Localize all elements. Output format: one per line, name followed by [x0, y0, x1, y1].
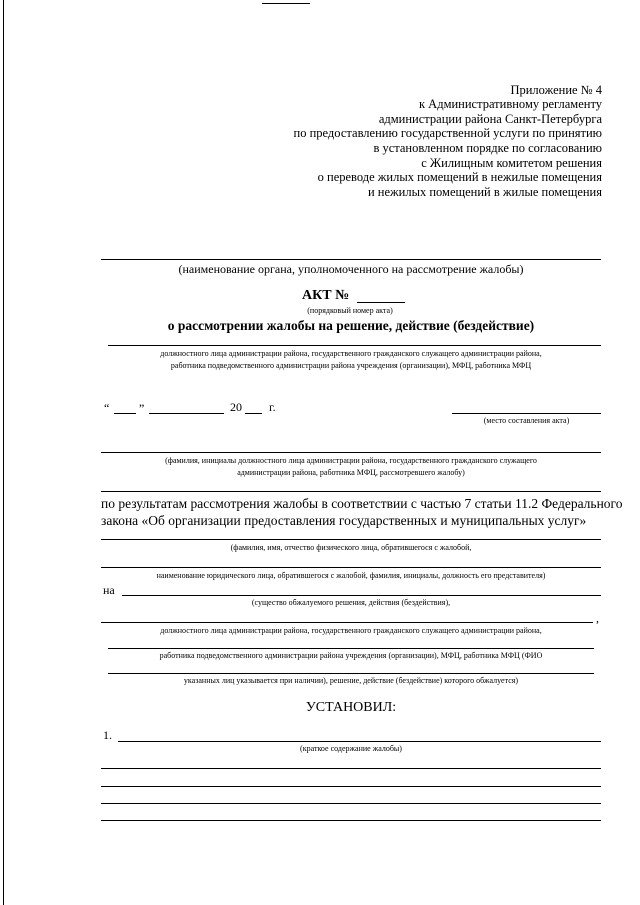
date-month-line — [149, 413, 224, 414]
summary-caption: (краткое содержание жалобы) — [300, 744, 402, 753]
worker-line — [108, 648, 594, 649]
reviewer-line — [101, 452, 601, 453]
act-subtitle: о рассмотрении жалобы на решение, действие (бездействие) — [167, 318, 535, 333]
blank-line — [101, 768, 601, 769]
official-caption: работника подведомственного администрации района учреждения (организации), МФЦ, работника МФЦ — [170, 361, 532, 370]
official-caption-2: должностного лица администрации района, государственного гражданского служащего администрации района, — [160, 626, 542, 635]
date-year-line — [245, 413, 262, 414]
appendix-line: в установленном порядке по согласованию — [373, 141, 602, 155]
appendix-line: о переводе жилых помещений в нежилые помещения — [317, 170, 602, 184]
act-number-line — [357, 302, 405, 303]
blank-line — [101, 820, 601, 821]
blank-line — [101, 786, 601, 787]
item-number: 1. — [103, 728, 112, 742]
appendix-line: по предоставлению государственной услуги по принятию — [293, 126, 602, 140]
place-line — [452, 413, 601, 414]
official-line-2 — [101, 622, 593, 623]
appendix-line: к Административному регламенту — [418, 97, 602, 111]
reviewer-caption: (фамилия, инициалы должностного лица администрации района, государственного гражданского служащего — [165, 456, 537, 465]
date-year-suffix: г. — [269, 400, 276, 414]
worker-caption: работника подведомственного администрации района учреждения (организации), МФЦ, работника МФЦ (ФИО — [159, 651, 543, 660]
summary-line — [118, 741, 601, 742]
specified-caption: указанных лиц указывается при наличии), решение, действие (бездействие) которого обжалуется) — [183, 676, 519, 685]
appendix-line: и нежилых помещений в жилые помещения — [367, 185, 602, 199]
act-title: АКТ № — [302, 288, 350, 303]
appendix-line: с Жилищным комитетом решения — [421, 156, 602, 170]
place-caption: (место составления акта) — [483, 416, 570, 425]
result-text: по результатам рассмотрения жалобы в соответствии с частью 7 статьи 11.2 Федерального — [101, 496, 623, 511]
organ-line — [101, 259, 601, 260]
comma: , — [596, 611, 599, 625]
result-top-line — [101, 491, 601, 492]
scan-top-mark — [262, 3, 310, 4]
appendix-line: Приложение № 4 — [510, 83, 602, 97]
official-caption: должностного лица администрации района, государственного гражданского служащего администрации района, — [160, 349, 542, 358]
date-close-quote: ” — [139, 401, 145, 415]
person-caption: (фамилия, имя, отчество физического лица, обратившегося с жалобой, — [230, 543, 472, 552]
legal-line — [101, 567, 601, 568]
date-day-line — [114, 413, 136, 414]
act-number-caption: (порядковый номер акта) — [307, 306, 393, 315]
person-line — [101, 539, 601, 540]
essence-caption: (существо обжалуемого решения, действия (бездействия), — [251, 598, 451, 607]
result-text: закона «Об организации предоставления государственных и муниципальных услуг» — [101, 513, 587, 528]
official-line — [108, 345, 601, 346]
appendix-line: администрации района Санкт-Петербурга — [378, 112, 602, 126]
reviewer-caption: администрации района, работника МФЦ, рассмотревшего жалобу) — [237, 468, 465, 477]
essence-line — [122, 595, 601, 596]
established-heading: УСТАНОВИЛ: — [305, 700, 397, 715]
organ-caption: (наименование органа, уполномоченного на рассмотрение жалобы) — [178, 262, 524, 276]
legal-caption: наименование юридического лица, обратившегося с жалобой, фамилия, инициалы, должность его представителя) — [156, 571, 546, 580]
blank-line — [101, 803, 601, 804]
date-open-quote: “ — [104, 401, 110, 415]
specified-line — [108, 673, 594, 674]
date-year-prefix: 20 — [230, 400, 242, 414]
scan-left-border — [3, 0, 4, 905]
on-label: на — [103, 583, 115, 597]
